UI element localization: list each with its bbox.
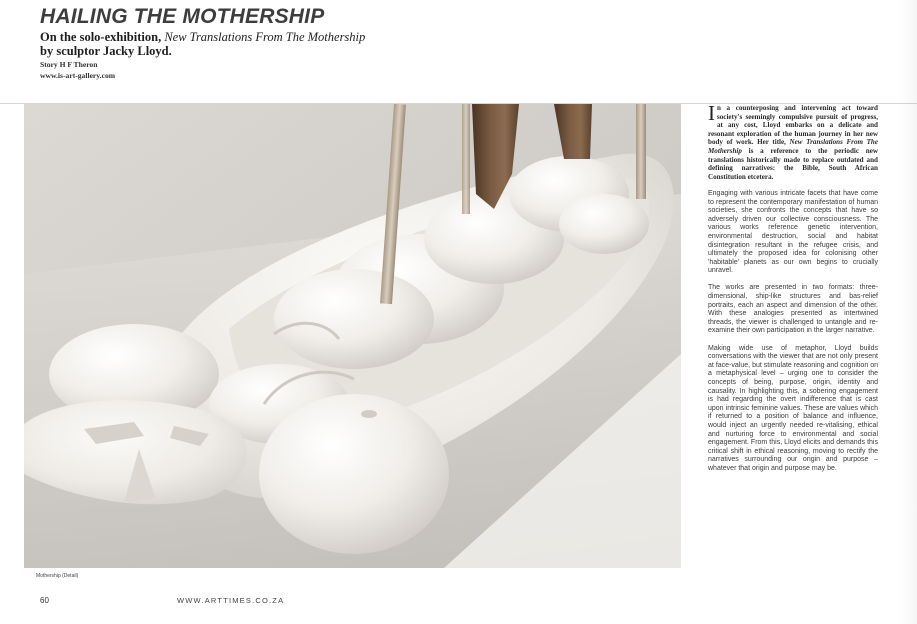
body-paragraph-4: Making wide use of metaphor, Lloyd builds conversations with the viewer that are not only present at face-value, but stimulate reasoning and cognition on a metaphysical level – urging one to consider the concepts of being, purpose, origin, identity and causality. In highlighting this, a sobering engagement is had regarding the overt indifference that is cast upon intrinsic feminine values. These are values which if returned to a position of balance and influence, would inject an urgently needed re-vitalising, ethical and nurturing force to environmental and social engagement. From this, Lloyd elicits and demands this critical shift in ethical reasoning, moving to rectify the narratives surrounding our origin and purpose – whatever that origin and purpose may be. (708, 344, 878, 472)
body-paragraph-2: Engaging with various intricate facets that have come to represent the contemporary manifestation of human societies, she confronts the concepts that have so adversely driven our collective consciousness. The various works reference genetic intervention, environmental destruction, social and habitat disintegration resultant in the refugee crisis, and ultimately the proposed idea for colonising other 'habitable' planets as our own begins to crucially unravel. (708, 189, 878, 275)
gallery-website-link[interactable]: www.is-art-gallery.com (40, 71, 116, 80)
sculpture-photo (24, 104, 681, 568)
article-title: HAILING THE MOTHERSHIP (40, 5, 325, 28)
article-subtitle (40, 30, 680, 58)
article-header (40, 6, 680, 80)
page-number: 60 (40, 596, 49, 605)
article-body (708, 101, 879, 482)
photo-caption: Mothership (Detail) (36, 573, 79, 579)
page-spine-shadow (899, 0, 917, 624)
story-credit: Story H F Theron (40, 60, 98, 69)
exhibition-title: New Translations From The Mothership (164, 30, 366, 44)
lead-paragraph (708, 101, 879, 181)
lead-italic-title: New Translations From The Mothership (708, 138, 879, 155)
lead-text-1: n a counterposing and intervening act toward society's seemingly compulsive pursuit of progress, at any cost, Lloyd embarks on a delicate and resonant exploration of the human journey in her new body of work. Her title, (708, 104, 878, 147)
footer-site-link[interactable]: WWW.ARTTIMES.CO.ZA (177, 596, 285, 605)
subtitle-prefix: On the solo-exhibition, (40, 30, 165, 44)
body-paragraph-3: The works are presented in two formats: three-dimensional, ship-like structures and bas-relief portraits, each an aspect and dimension of the other. With these analogies presented as intertwined threads, the viewer is challenged to untangle and re-examine their own participation in the larger narrative. (708, 284, 878, 335)
subtitle-line-2: by sculptor Jacky Lloyd. (40, 44, 172, 58)
lead-text-2: is a reference to the periodic new translations historically made to replace outdated and defining narratives: the Bible, South African Constitution etcetera. (708, 146, 878, 181)
drop-cap: I (708, 101, 715, 125)
